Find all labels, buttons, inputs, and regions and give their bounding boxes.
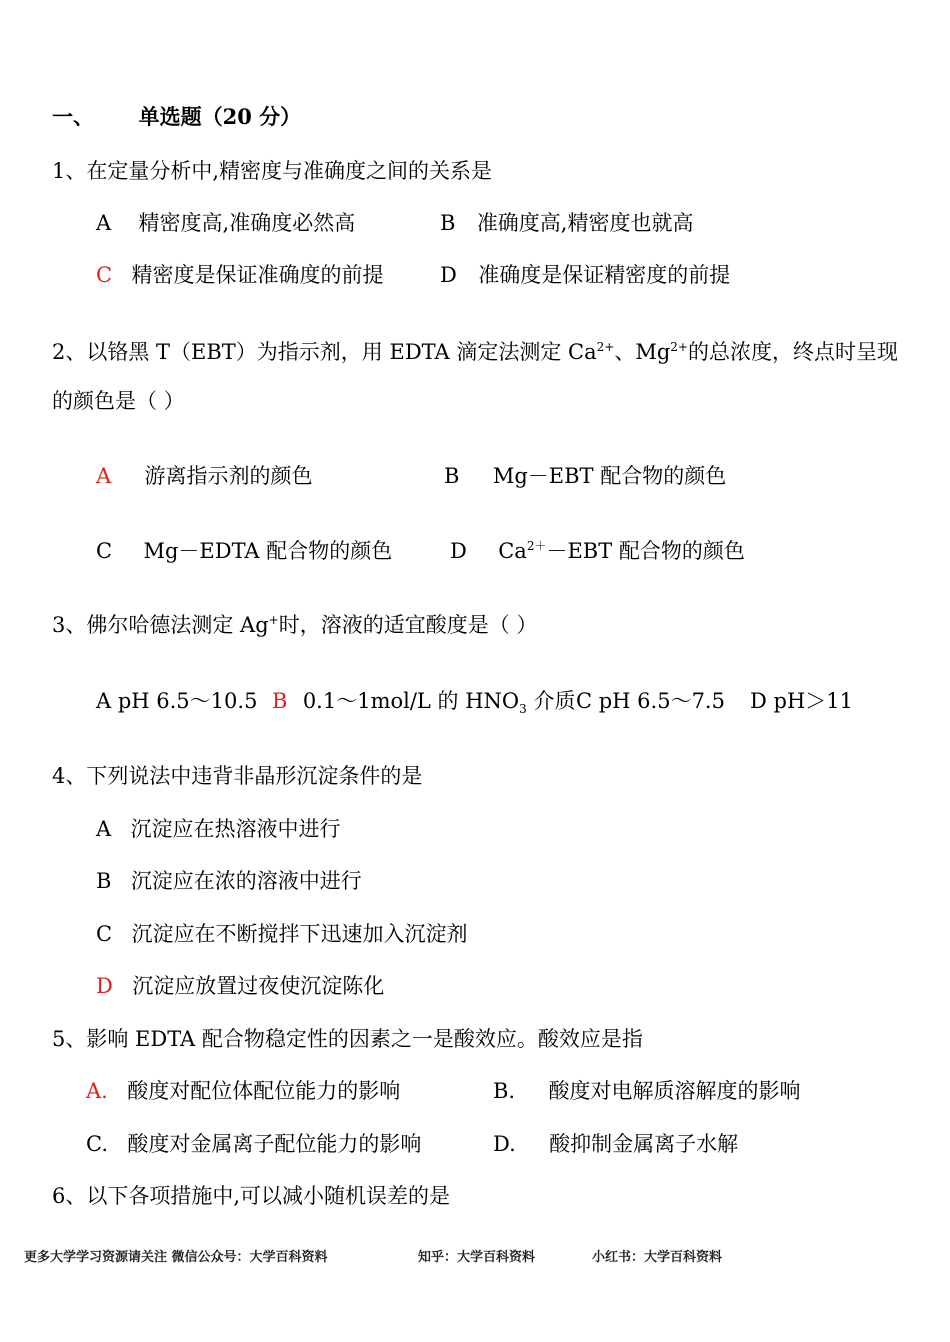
option-letter: B — [444, 464, 460, 488]
q4-option-a — [96, 816, 341, 842]
option-text: －EBT 配合物的颜色 — [546, 539, 745, 563]
footer-wechat: 更多大学学习资源请关注 微信公众号：大学百科资料 — [24, 1250, 328, 1265]
q5-option-d — [493, 1131, 738, 1157]
q5-option-b — [493, 1078, 800, 1104]
q4-option-d — [96, 973, 384, 999]
option-text: 沉淀应放置过夜使沉淀陈化 — [132, 974, 385, 998]
stem-text: 2、以铬黑 T（EBT）为指示剂，用 EDTA 滴定法测定 Ca — [52, 340, 597, 364]
option-letter: A — [96, 211, 112, 235]
option-letter: A — [96, 817, 112, 841]
q1-option-d — [440, 262, 730, 288]
option-text: 精密度是保证准确度的前提 — [131, 263, 384, 287]
superscript: + — [268, 613, 279, 627]
stem-text: 、Mg — [614, 340, 671, 364]
q4-option-b — [96, 868, 362, 894]
q2-option-b — [444, 463, 726, 489]
subscript: 3 — [519, 702, 527, 717]
question-4-stem: 4、下列说法中违背非晶形沉淀条件的是 — [52, 764, 423, 788]
answer-letter: C — [96, 263, 113, 287]
q1-option-b — [440, 210, 694, 236]
q1-option-a — [96, 210, 355, 236]
answer-letter: B — [272, 689, 288, 713]
question-5-stem: 5、影响 EDTA 配合物稳定性的因素之一是酸效应。酸效应是指 — [52, 1027, 643, 1051]
option-letter: C — [96, 539, 113, 563]
option-letter: C. — [86, 1132, 108, 1156]
question-2-stem-line2: 的颜色是（ ） — [52, 389, 185, 413]
answer-letter: A — [96, 464, 112, 488]
stem-text: 的总浓度，终点时呈现 — [687, 340, 898, 364]
question-2-stem — [52, 339, 898, 365]
option-text: 酸度对电解质溶解度的影响 — [548, 1079, 801, 1103]
option-letter: D — [440, 263, 457, 287]
option-text: 沉淀应在浓的溶液中进行 — [130, 869, 362, 893]
q5-option-c — [86, 1131, 421, 1157]
option-text: 游离指示剂的颜色 — [144, 464, 313, 488]
option-text: 介质 — [533, 689, 576, 713]
superscript: 2+ — [596, 340, 615, 354]
q4-option-c — [96, 921, 467, 947]
option-text: 0.1～1mol/L 的 HNO — [302, 689, 520, 713]
q2-option-c — [96, 538, 392, 564]
superscript: 2＋ — [526, 539, 547, 553]
answer-letter: D — [96, 974, 113, 998]
q3-option-b — [272, 688, 576, 717]
stem-text: 3、佛尔哈德法测定 Ag — [52, 613, 269, 637]
option-letter: B — [440, 211, 456, 235]
option-text: 酸度对配位体配位能力的影响 — [127, 1079, 401, 1103]
question-3-stem — [52, 612, 537, 638]
option-text: 准确度是保证精密度的前提 — [478, 263, 731, 287]
footer-xiaohongshu: 小红书：大学百科资料 — [592, 1250, 723, 1265]
option-text: Ca — [498, 539, 527, 563]
section-title: 单选题（20 分） — [138, 104, 302, 129]
q3-option-c: C pH 6.5～7.5 — [576, 689, 725, 713]
q3-option-a: A pH 6.5～10.5 — [96, 689, 258, 713]
option-letter: C — [96, 922, 113, 946]
superscript: 2+ — [670, 340, 688, 354]
option-text: Mg－EDTA 配合物的颜色 — [143, 539, 393, 563]
option-text: 沉淀应在热溶液中进行 — [130, 817, 341, 841]
answer-letter: A. — [86, 1079, 108, 1103]
stem-text: 时，溶液的适宜酸度是（ ） — [278, 613, 538, 637]
section-number: 一、 — [52, 104, 94, 129]
option-text: 准确度高,精密度也就高 — [476, 211, 694, 235]
q2-option-a — [96, 463, 313, 489]
question-1-stem: 1、在定量分析中,精密度与准确度之间的关系是 — [52, 159, 493, 183]
option-letter: B. — [493, 1079, 516, 1103]
option-text: 精密度高,准确度必然高 — [138, 211, 356, 235]
option-text: 酸度对金属离子配位能力的影响 — [127, 1132, 422, 1156]
footer-zhihu: 知乎：大学百科资料 — [418, 1250, 536, 1265]
option-text: Mg－EBT 配合物的颜色 — [492, 464, 727, 488]
option-letter: D. — [493, 1132, 516, 1156]
option-letter: D — [450, 539, 467, 563]
q5-option-a — [86, 1078, 400, 1104]
option-text: 沉淀应在不断搅拌下迅速加入沉淀剂 — [131, 922, 468, 946]
q3-option-d: D pH＞11 — [750, 689, 853, 713]
q1-option-c — [96, 262, 383, 288]
q2-option-d — [450, 538, 745, 564]
section-heading — [52, 104, 301, 130]
option-letter: B — [96, 869, 112, 893]
option-text: 酸抑制金属离子水解 — [549, 1132, 739, 1156]
question-6-stem: 6、以下各项措施中,可以减小随机误差的是 — [52, 1184, 451, 1208]
